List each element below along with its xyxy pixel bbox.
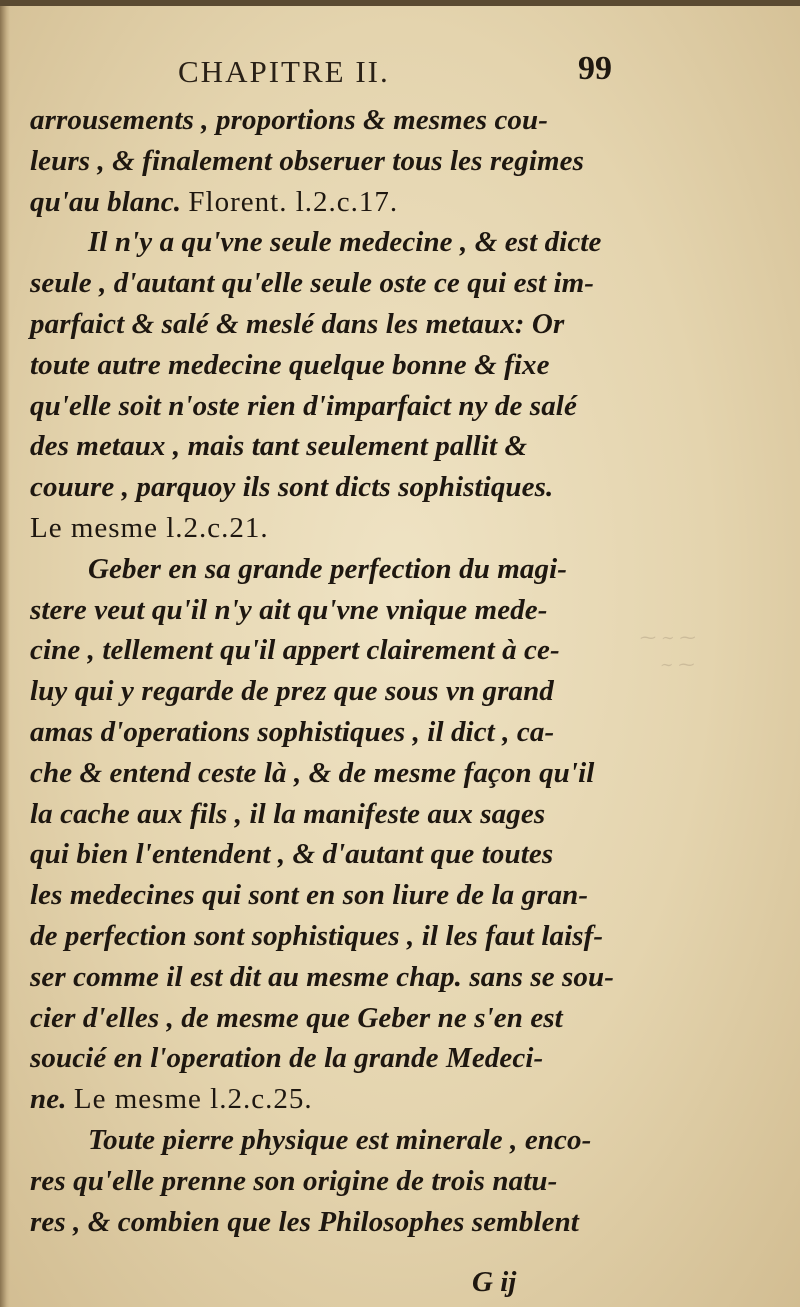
text-line (30, 957, 635, 998)
line-text: qui bien l'entendent , & d'autant que toutes (30, 838, 554, 871)
text-line (30, 671, 635, 712)
text-line (30, 875, 635, 916)
text-line (30, 508, 635, 549)
line-text: qu'au blanc. (30, 185, 189, 218)
line-text: parfaict & salé & meslé dans les metaux: Or (30, 307, 565, 340)
text-line (30, 141, 635, 182)
line-text: cier d'elles , de mesme que Geber ne s'en est (30, 1001, 563, 1034)
line-text: res , & combien que les Philosophes semblent (30, 1205, 579, 1238)
text-line (30, 263, 635, 304)
line-text: seule , d'autant qu'elle seule oste ce qui est im- (30, 267, 595, 300)
text-line (30, 1079, 635, 1120)
text-line (30, 712, 635, 753)
line-text: de perfection sont sophistiques , il les faut laisf- (30, 919, 604, 952)
text-line (30, 1120, 635, 1161)
text-line (30, 549, 635, 590)
text-line (30, 753, 635, 794)
line-text: les medecines qui sont en son liure de la gran- (30, 879, 589, 912)
text-line (30, 916, 635, 957)
line-text: luy qui y regarde de prez que sous vn grand (30, 675, 554, 708)
page-number: 99 (578, 50, 612, 87)
citation-text: Le mesme l.2.c.25. (73, 1083, 313, 1116)
bleed-through-mark: ∼ ⁓ (660, 655, 695, 674)
text-line (30, 100, 635, 141)
text-line (30, 1038, 635, 1079)
text-line (30, 345, 635, 386)
line-text: che & entend ceste là , & de mesme façon qu'il (30, 756, 595, 789)
line-text: cine , tellement qu'il appert clairement à ce- (30, 634, 560, 667)
text-line (30, 304, 635, 345)
line-text: stere veut qu'il n'y ait qu'vne vnique mede- (30, 593, 548, 626)
text-line (30, 794, 635, 835)
body-text (30, 100, 635, 1242)
line-text: leurs , & finalement obseruer tous les regimes (30, 144, 585, 177)
line-text: qu'elle soit n'oste rien d'imparfaict ny de salé (30, 389, 577, 422)
line-text: ne. (30, 1083, 74, 1116)
bleed-through-mark: ⁓ ∼ ⁓ (640, 628, 696, 647)
text-line (30, 182, 635, 223)
catchword: G ij (472, 1266, 517, 1298)
line-text: couure , parquoy ils sont dicts sophistiques. (30, 471, 554, 504)
line-text: ser comme il est dit au mesme chap. sans se sou- (30, 960, 614, 993)
line-text: Geber en sa grande perfection du magi- (88, 552, 568, 585)
text-line (30, 386, 635, 427)
text-line (30, 630, 635, 671)
line-text: des metaux , mais tant seulement pallit & (30, 430, 528, 463)
text-line (30, 998, 635, 1039)
text-line (30, 1202, 635, 1243)
text-line (30, 426, 635, 467)
line-text: soucié en l'operation de la grande Medeci- (30, 1042, 544, 1075)
citation-text: Le mesme l.2.c.21. (30, 511, 269, 544)
line-text: arrousements , proportions & mesmes cou- (30, 104, 548, 136)
text-line (30, 1161, 635, 1202)
line-text: Toute pierre physique est minerale , enco- (88, 1123, 592, 1156)
text-line (30, 590, 635, 631)
page-header (0, 50, 800, 96)
line-text: toute autre medecine quelque bonne & fixe (30, 348, 550, 381)
text-line (30, 222, 635, 263)
line-text: la cache aux fils , il la manifeste aux sages (30, 797, 546, 830)
line-text: res qu'elle prenne son origine de trois natu- (30, 1164, 558, 1197)
text-line (30, 467, 635, 508)
text-line (30, 834, 635, 875)
line-text: Il n'y a qu'vne seule medecine , & est dicte (88, 226, 602, 259)
line-text: amas d'operations sophistiques , il dict , ca- (30, 715, 555, 748)
running-head: CHAPITRE II. (178, 54, 390, 89)
citation-text: Florent. l.2.c.17. (188, 185, 399, 218)
